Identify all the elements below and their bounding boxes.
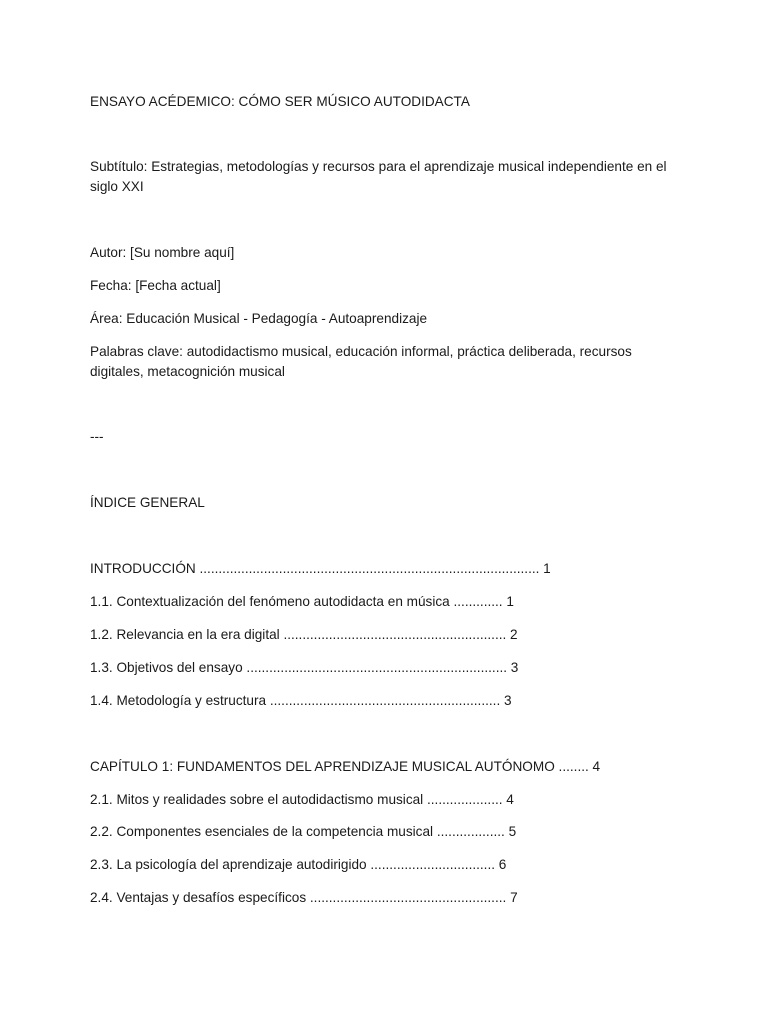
index-heading: ÍNDICE GENERAL bbox=[90, 495, 205, 510]
toc-entry-2-1: 2.1. Mitos y realidades sobre el autodidactismo musical .................... 4 bbox=[90, 792, 514, 807]
toc-entry-2-4: 2.4. Ventajas y desafíos específicos .................................................... 7 bbox=[90, 890, 518, 905]
toc-entry-introduction: INTRODUCCIÓN .......................................................................................... 1 bbox=[90, 561, 551, 576]
separator: --- bbox=[90, 429, 104, 444]
keywords-line: Palabras clave: autodidactismo musical, educación informal, práctica deliberada, recursos digitales, metacognición musical bbox=[90, 344, 632, 379]
toc-entry-2-2: 2.2. Componentes esenciales de la competencia musical .................. 5 bbox=[90, 824, 517, 839]
toc-entry-1-3: 1.3. Objetivos del ensayo ..................................................................... 3 bbox=[90, 660, 519, 675]
document-subtitle: Subtítulo: Estrategias, metodologías y recursos para el aprendizaje musical independiente en el siglo XXI bbox=[90, 159, 667, 194]
toc-entry-chapter-1: CAPÍTULO 1: FUNDAMENTOS DEL APRENDIZAJE MUSICAL AUTÓNOMO ........ 4 bbox=[90, 759, 601, 774]
date-line: Fecha: [Fecha actual] bbox=[90, 278, 221, 293]
area-line: Área: Educación Musical - Pedagogía - Autoaprendizaje bbox=[90, 311, 428, 326]
toc-entry-1-1: 1.1. Contextualización del fenómeno autodidacta en música ............. 1 bbox=[90, 594, 514, 609]
author-line: Autor: [Su nombre aquí] bbox=[90, 245, 235, 260]
toc-entry-1-4: 1.4. Metodología y estructura ............................................................. 3 bbox=[90, 693, 512, 708]
toc-entry-2-3: 2.3. La psicología del aprendizaje autodirigido ................................. 6 bbox=[90, 857, 507, 872]
document-title: ENSAYO ACÉDEMICO: CÓMO SER MÚSICO AUTODIDACTA bbox=[90, 94, 470, 109]
toc-entry-1-2: 1.2. Relevancia en la era digital ........................................................... 2 bbox=[90, 627, 518, 642]
